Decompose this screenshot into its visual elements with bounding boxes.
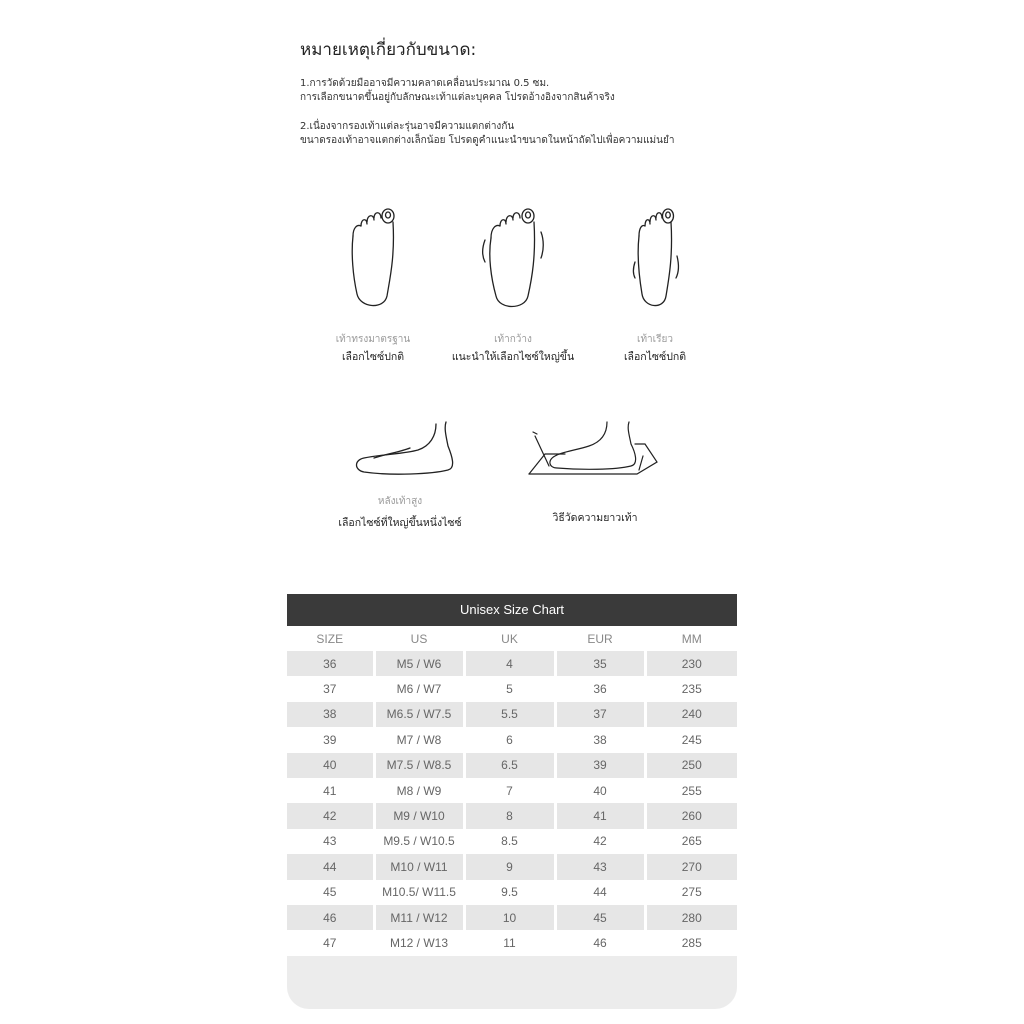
high-instep-foot-icon xyxy=(352,420,462,478)
foot-type-slim xyxy=(585,206,725,364)
table-cell: 270 xyxy=(645,854,737,879)
high-instep xyxy=(330,420,470,531)
table-row xyxy=(287,829,737,854)
table-cell: 40 xyxy=(287,753,374,778)
column-header: US xyxy=(374,626,464,651)
table-cell: M10.5/ W11.5 xyxy=(374,880,464,905)
note-2 xyxy=(300,120,760,148)
table-cell: 240 xyxy=(645,702,737,727)
note-1-line-1: 1.การวัดด้วยมืออาจมีความคลาดเคลื่อนประมาณ 0.5 ซม. xyxy=(300,78,550,89)
note-2-line-2: ขนาดรองเท้าอาจแตกต่างเล็กน้อย โปรดดูคำแนะนำขนาดในหน้าถัดไปเพื่อความแม่นยำ xyxy=(300,135,675,146)
size-chart xyxy=(287,594,737,1009)
slim-foot-icon xyxy=(625,206,685,314)
table-cell: M5 / W6 xyxy=(374,651,464,676)
table-cell: 280 xyxy=(645,905,737,930)
foot-type-title: เท้าเรียว xyxy=(637,334,673,345)
size-table-header xyxy=(287,626,737,651)
table-row xyxy=(287,880,737,905)
table-row xyxy=(287,778,737,803)
table-cell: 5 xyxy=(464,676,555,701)
table-row xyxy=(287,676,737,701)
table-cell: 250 xyxy=(645,753,737,778)
column-header: EUR xyxy=(555,626,645,651)
table-row xyxy=(287,727,737,752)
foot-type-advice: เลือกไซซ์ปกติ xyxy=(341,351,405,363)
measure-foot-icon xyxy=(525,420,665,480)
table-cell: 8.5 xyxy=(464,829,555,854)
table-cell: 36 xyxy=(287,651,374,676)
table-row xyxy=(287,803,737,828)
standard-foot-icon xyxy=(343,206,403,314)
wide-foot-icon xyxy=(478,206,548,314)
table-cell: 230 xyxy=(645,651,737,676)
table-cell: 260 xyxy=(645,803,737,828)
table-cell: M10 / W11 xyxy=(374,854,464,879)
table-row xyxy=(287,702,737,727)
table-cell: M7 / W8 xyxy=(374,727,464,752)
size-table-body xyxy=(287,651,737,956)
table-cell: 41 xyxy=(555,803,645,828)
table-cell: 45 xyxy=(287,880,374,905)
table-cell: 44 xyxy=(287,854,374,879)
table-cell: 36 xyxy=(555,676,645,701)
table-row xyxy=(287,753,737,778)
table-cell: 38 xyxy=(555,727,645,752)
table-cell: 9 xyxy=(464,854,555,879)
measure-foot-advice: วิธีวัดความยาวเท้า xyxy=(552,512,638,524)
table-cell: 10 xyxy=(464,905,555,930)
table-cell: 6.5 xyxy=(464,753,555,778)
notes-heading: หมายเหตุเกี่ยวกับขนาด: xyxy=(300,40,477,60)
high-instep-advice: เลือกไซซ์ที่ใหญ่ขึ้นหนึ่งไซซ์ xyxy=(338,517,462,529)
table-cell: 255 xyxy=(645,778,737,803)
table-cell: 265 xyxy=(645,829,737,854)
size-chart-title: Unisex Size Chart xyxy=(287,594,737,626)
table-cell: 9.5 xyxy=(464,880,555,905)
table-cell: 245 xyxy=(645,727,737,752)
table-cell: 37 xyxy=(555,702,645,727)
size-table xyxy=(287,626,737,956)
table-cell: 38 xyxy=(287,702,374,727)
table-row xyxy=(287,651,737,676)
column-header: SIZE xyxy=(287,626,374,651)
foot-type-wide xyxy=(443,206,583,364)
table-cell: 5.5 xyxy=(464,702,555,727)
table-cell: 42 xyxy=(287,803,374,828)
table-cell: 35 xyxy=(555,651,645,676)
table-cell: 46 xyxy=(287,905,374,930)
table-cell: 40 xyxy=(555,778,645,803)
table-cell: 39 xyxy=(287,727,374,752)
table-cell: M12 / W13 xyxy=(374,930,464,955)
table-row xyxy=(287,930,737,955)
note-1-line-2: การเลือกขนาดขึ้นอยู่กับลักษณะเท้าแต่ละบุคคล โปรดอ้างอิงจากสินค้าจริง xyxy=(300,92,615,103)
table-cell: M7.5 / W8.5 xyxy=(374,753,464,778)
foot-type-advice: เลือกไซซ์ปกติ xyxy=(623,351,687,363)
table-cell: 11 xyxy=(464,930,555,955)
foot-type-standard xyxy=(303,206,443,364)
foot-type-title: เท้ากว้าง xyxy=(494,334,532,345)
table-cell: M11 / W12 xyxy=(374,905,464,930)
note-2-line-1: 2.เนื่องจากรองเท้าแต่ละรุ่นอาจมีความแตกต่างกัน xyxy=(300,121,515,132)
table-cell: 235 xyxy=(645,676,737,701)
table-cell: 41 xyxy=(287,778,374,803)
column-header: MM xyxy=(645,626,737,651)
table-cell: 44 xyxy=(555,880,645,905)
table-cell: 7 xyxy=(464,778,555,803)
table-cell: 47 xyxy=(287,930,374,955)
high-instep-title: หลังเท้าสูง xyxy=(377,496,423,507)
table-cell: M9 / W10 xyxy=(374,803,464,828)
table-cell: 46 xyxy=(555,930,645,955)
table-cell: M9.5 / W10.5 xyxy=(374,829,464,854)
table-row xyxy=(287,905,737,930)
table-row xyxy=(287,854,737,879)
size-notes xyxy=(300,36,760,163)
table-cell: 4 xyxy=(464,651,555,676)
table-cell: 45 xyxy=(555,905,645,930)
table-cell: 6 xyxy=(464,727,555,752)
foot-type-advice: แนะนำให้เลือกไซซ์ใหญ่ขึ้น xyxy=(451,351,575,363)
table-cell: 275 xyxy=(645,880,737,905)
table-cell: 37 xyxy=(287,676,374,701)
column-header: UK xyxy=(464,626,555,651)
measure-foot xyxy=(525,420,665,526)
table-cell: 43 xyxy=(555,854,645,879)
table-cell: 42 xyxy=(555,829,645,854)
table-cell: 39 xyxy=(555,753,645,778)
table-cell: 285 xyxy=(645,930,737,955)
note-1 xyxy=(300,77,760,105)
table-cell: M6 / W7 xyxy=(374,676,464,701)
table-cell: 43 xyxy=(287,829,374,854)
table-cell: M6.5 / W7.5 xyxy=(374,702,464,727)
table-cell: M8 / W9 xyxy=(374,778,464,803)
table-cell: 8 xyxy=(464,803,555,828)
foot-type-title: เท้าทรงมาตรฐาน xyxy=(335,334,411,345)
